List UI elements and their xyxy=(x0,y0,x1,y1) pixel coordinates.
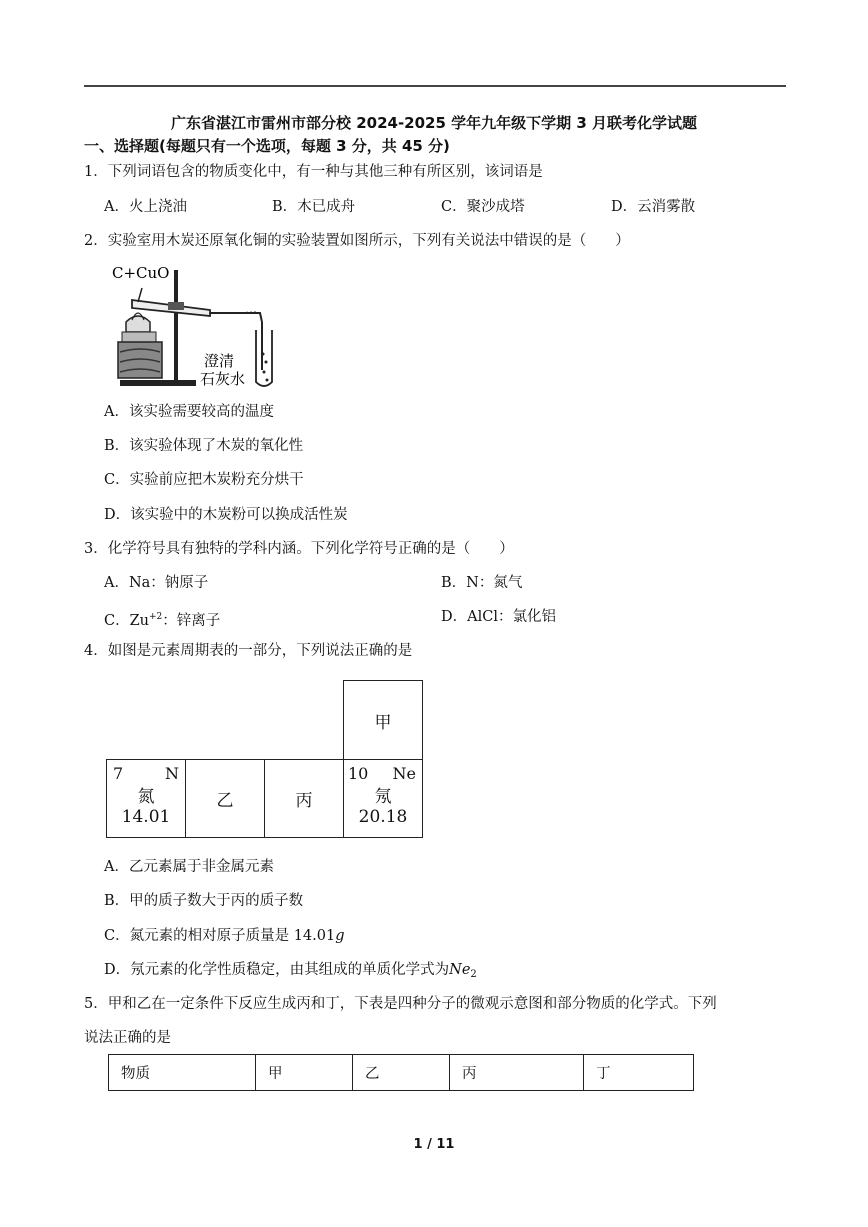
element-bing: 丙 xyxy=(265,760,344,838)
question-2-stem: 2．实验室用木炭还原氧化铜的实验装置如图所示，下列有关说法中错误的是（ ） xyxy=(84,233,630,249)
q4-option-a: A．乙元素属于非金属元素 xyxy=(104,859,274,875)
q3-option-c xyxy=(104,607,220,631)
q4-option-c-unit: g xyxy=(335,928,345,944)
element-jia: 甲 xyxy=(344,681,423,760)
q2-option-b: B．该实验体现了木炭的氧化性 xyxy=(104,438,304,454)
q3-option-c-suffix: ：锌离子 xyxy=(162,613,221,629)
neon-symbol: Ne xyxy=(392,764,416,783)
q4-option-c xyxy=(104,926,345,946)
nitrogen-mass: 14.01 xyxy=(121,807,171,827)
nitrogen-symbol: N xyxy=(165,764,179,783)
substance-table xyxy=(108,1054,694,1091)
element-neon-cell xyxy=(344,760,423,838)
q1-option-c: C．聚沙成塔 xyxy=(441,199,525,215)
question-4-stem: 4．如图是元素周期表的一部分，下列说法正确的是 xyxy=(84,643,413,659)
q2-option-a: A．该实验需要较高的温度 xyxy=(104,404,274,420)
table-header-substance: 物质 xyxy=(109,1055,256,1091)
q2-option-c: C．实验前应把木炭粉充分烘干 xyxy=(104,472,304,488)
q3-option-d: D．AlCl：氯化铝 xyxy=(441,609,556,625)
q1-option-a: A．火上浇油 xyxy=(104,199,187,215)
question-3-stem: 3．化学符号具有独特的学科内涵。下列化学符号正确的是（ ） xyxy=(84,541,514,557)
section-heading: 一、选择题(每题只有一个选项，每题 3 分，共 45 分) xyxy=(84,137,450,155)
neon-name: 氖 xyxy=(374,787,392,807)
q3-option-b: B．N：氮气 xyxy=(441,575,523,591)
charcoal-reduction-apparatus xyxy=(110,262,295,392)
apparatus-illustration xyxy=(110,262,295,392)
reagent-label-2: 石灰水 xyxy=(200,370,246,388)
header-rule xyxy=(84,85,786,87)
q4-option-d-formula: Ne xyxy=(449,962,471,978)
table-header-jia: 甲 xyxy=(256,1055,353,1091)
page-number: 1 / 11 xyxy=(413,1137,455,1152)
q3-option-c-charge: +2 xyxy=(149,612,163,622)
reagent-label-1: 澄清 xyxy=(204,352,235,370)
table-header-bing: 丙 xyxy=(450,1055,584,1091)
q1-option-d: D．云消雾散 xyxy=(611,199,696,215)
neon-mass: 20.18 xyxy=(358,807,408,827)
neon-number: 10 xyxy=(348,764,369,783)
element-yi: 乙 xyxy=(186,760,265,838)
q3-option-c-prefix: C．Zu xyxy=(104,613,150,629)
question-5-stem-line2: 说法正确的是 xyxy=(84,1030,171,1046)
exam-title: 广东省湛江市雷州市部分校 2024-2025 学年九年级下学期 3 月联考化学试题 xyxy=(170,114,698,132)
table-header-yi: 乙 xyxy=(353,1055,450,1091)
table-row xyxy=(109,1055,694,1091)
question-1-stem: 1．下列词语包含的物质变化中，有一种与其他三种有所区别，该词语是 xyxy=(84,164,543,180)
question-5-stem-line1: 5．甲和乙在一定条件下反应生成丙和丁，下表是四种分子的微观示意图和部分物质的化学式。下列 xyxy=(84,996,717,1012)
reactant-label: C+CuO xyxy=(112,264,170,282)
element-nitrogen-cell xyxy=(107,760,186,838)
q1-option-b: B．木已成舟 xyxy=(272,199,356,215)
q4-option-d-subscript: 2 xyxy=(470,969,477,980)
q3-option-a: A．Na：钠原子 xyxy=(104,575,209,591)
nitrogen-name: 氮 xyxy=(137,787,155,807)
q4-option-d xyxy=(104,960,477,985)
q4-option-c-text: C．氮元素的相对原子质量是 14.01 xyxy=(104,928,336,944)
q4-option-b: B．甲的质子数大于丙的质子数 xyxy=(104,893,304,909)
nitrogen-number: 7 xyxy=(113,764,124,783)
table-header-ding: 丁 xyxy=(584,1055,694,1091)
q4-option-d-text: D．氖元素的化学性质稳定，由其组成的单质化学式为 xyxy=(104,962,450,978)
q2-option-d: D．该实验中的木炭粉可以换成活性炭 xyxy=(104,507,348,523)
periodic-table-fragment xyxy=(106,680,423,838)
